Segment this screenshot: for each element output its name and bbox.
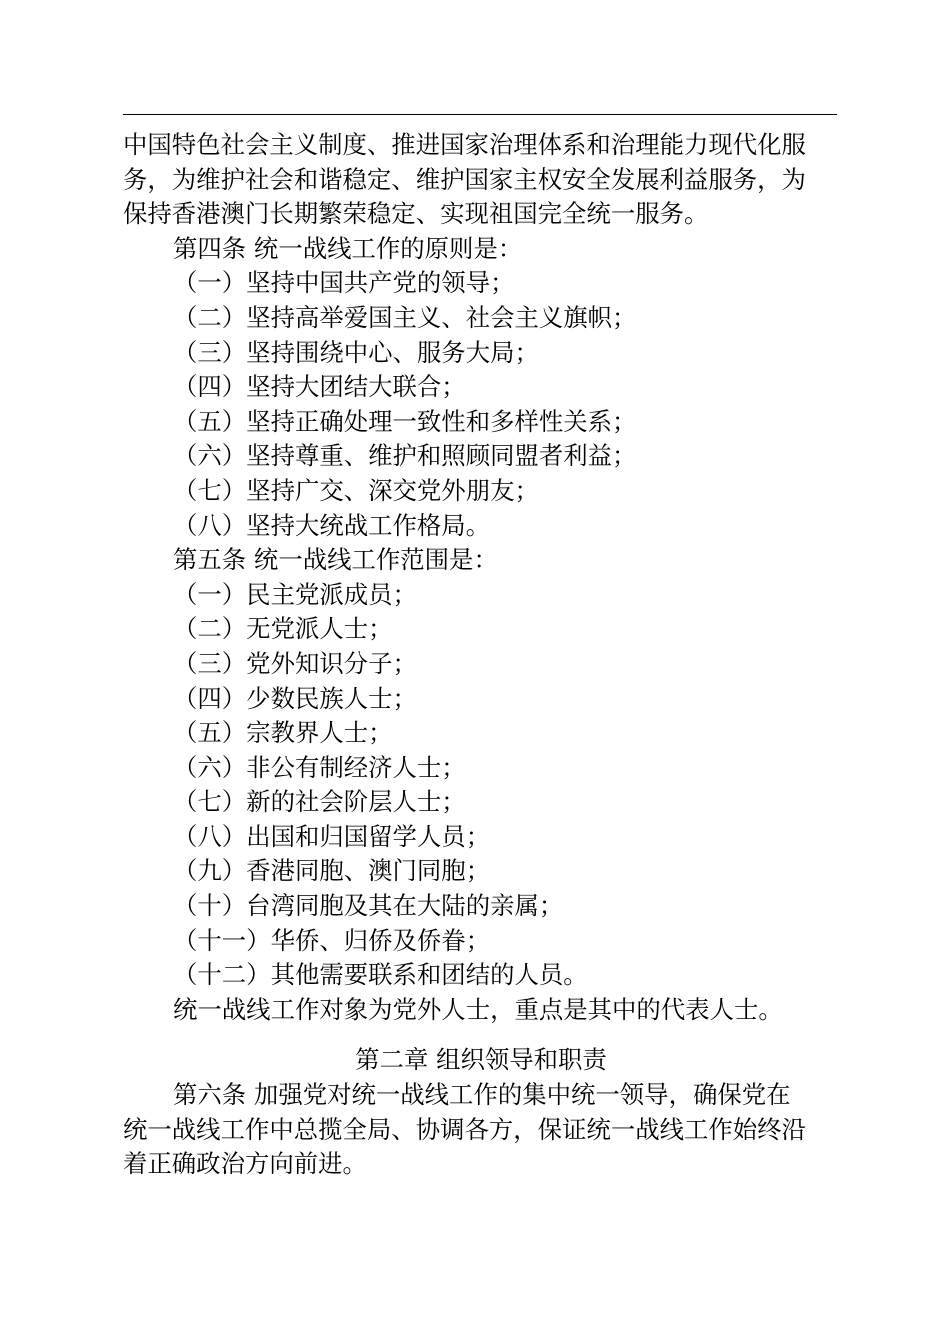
list-item: （一）坚持中国共产党的领导； (173, 268, 515, 298)
header-rule (123, 114, 837, 115)
list-item: （十二）其他需要联系和团结的人员。 (173, 960, 588, 990)
list-item: （四）少数民族人士； (173, 683, 417, 713)
document-body (123, 128, 839, 1182)
article-5 (123, 543, 839, 1027)
article-5-heading: 第五条 统一战线工作范围是： (173, 545, 498, 575)
article-5-closing: 统一战线工作对象为党外人士，重点是其中的代表人士。 (173, 994, 783, 1024)
list-item: （七）新的社会阶层人士； (173, 787, 466, 817)
list-item: （五）坚持正确处理一致性和多样性关系； (173, 406, 637, 436)
text-line: 保持香港澳门长期繁荣稳定、实现祖国完全统一服务。 (123, 199, 709, 229)
list-item: （十一）华侨、归侨及侨眷； (173, 925, 491, 955)
list-item: （三）党外知识分子； (173, 648, 417, 678)
list-item: （九）香港同胞、澳门同胞； (173, 856, 491, 886)
list-item: （一）民主党派成员； (173, 579, 417, 609)
text-line: 第六条 加强党对统一战线工作的集中统一领导，确保党在 (173, 1080, 791, 1110)
list-item: （十）台湾同胞及其在大陆的亲属； (173, 891, 564, 921)
list-item: （二）无党派人士； (173, 614, 393, 644)
text-line: 中国特色社会主义制度、推进国家治理体系和治理能力现代化服 (123, 130, 806, 159)
article-4-heading: 第四条 统一战线工作的原则是： (173, 233, 523, 263)
list-item: （六）坚持尊重、维护和照顾同盟者利益； (173, 441, 637, 471)
chapter-2-title: 第二章 组织领导和职责 (355, 1045, 607, 1075)
list-item: （六）非公有制经济人士； (173, 752, 466, 782)
list-item: （八）出国和归国留学人员； (173, 821, 491, 851)
list-item: （八）坚持大统战工作格局。 (173, 510, 491, 540)
intro-paragraph (123, 128, 839, 232)
text-line: 统一战线工作中总揽全局、协调各方，保证统一战线工作始终沿 (123, 1114, 806, 1144)
article-4 (123, 232, 839, 543)
list-item: （二）坚持高举爱国主义、社会主义旗帜； (173, 302, 637, 332)
list-item: （四）坚持大团结大联合； (173, 372, 466, 402)
text-line: 着正确政治方向前进。 (123, 1149, 367, 1179)
article-6 (123, 1078, 839, 1182)
list-item: （七）坚持广交、深交党外朋友； (173, 475, 539, 505)
list-item: （五）宗教界人士； (173, 718, 393, 748)
text-line: 务，为维护社会和谐稳定、维护国家主权安全发展利益服务，为 (123, 164, 806, 194)
list-item: （三）坚持围绕中心、服务大局； (173, 337, 539, 367)
